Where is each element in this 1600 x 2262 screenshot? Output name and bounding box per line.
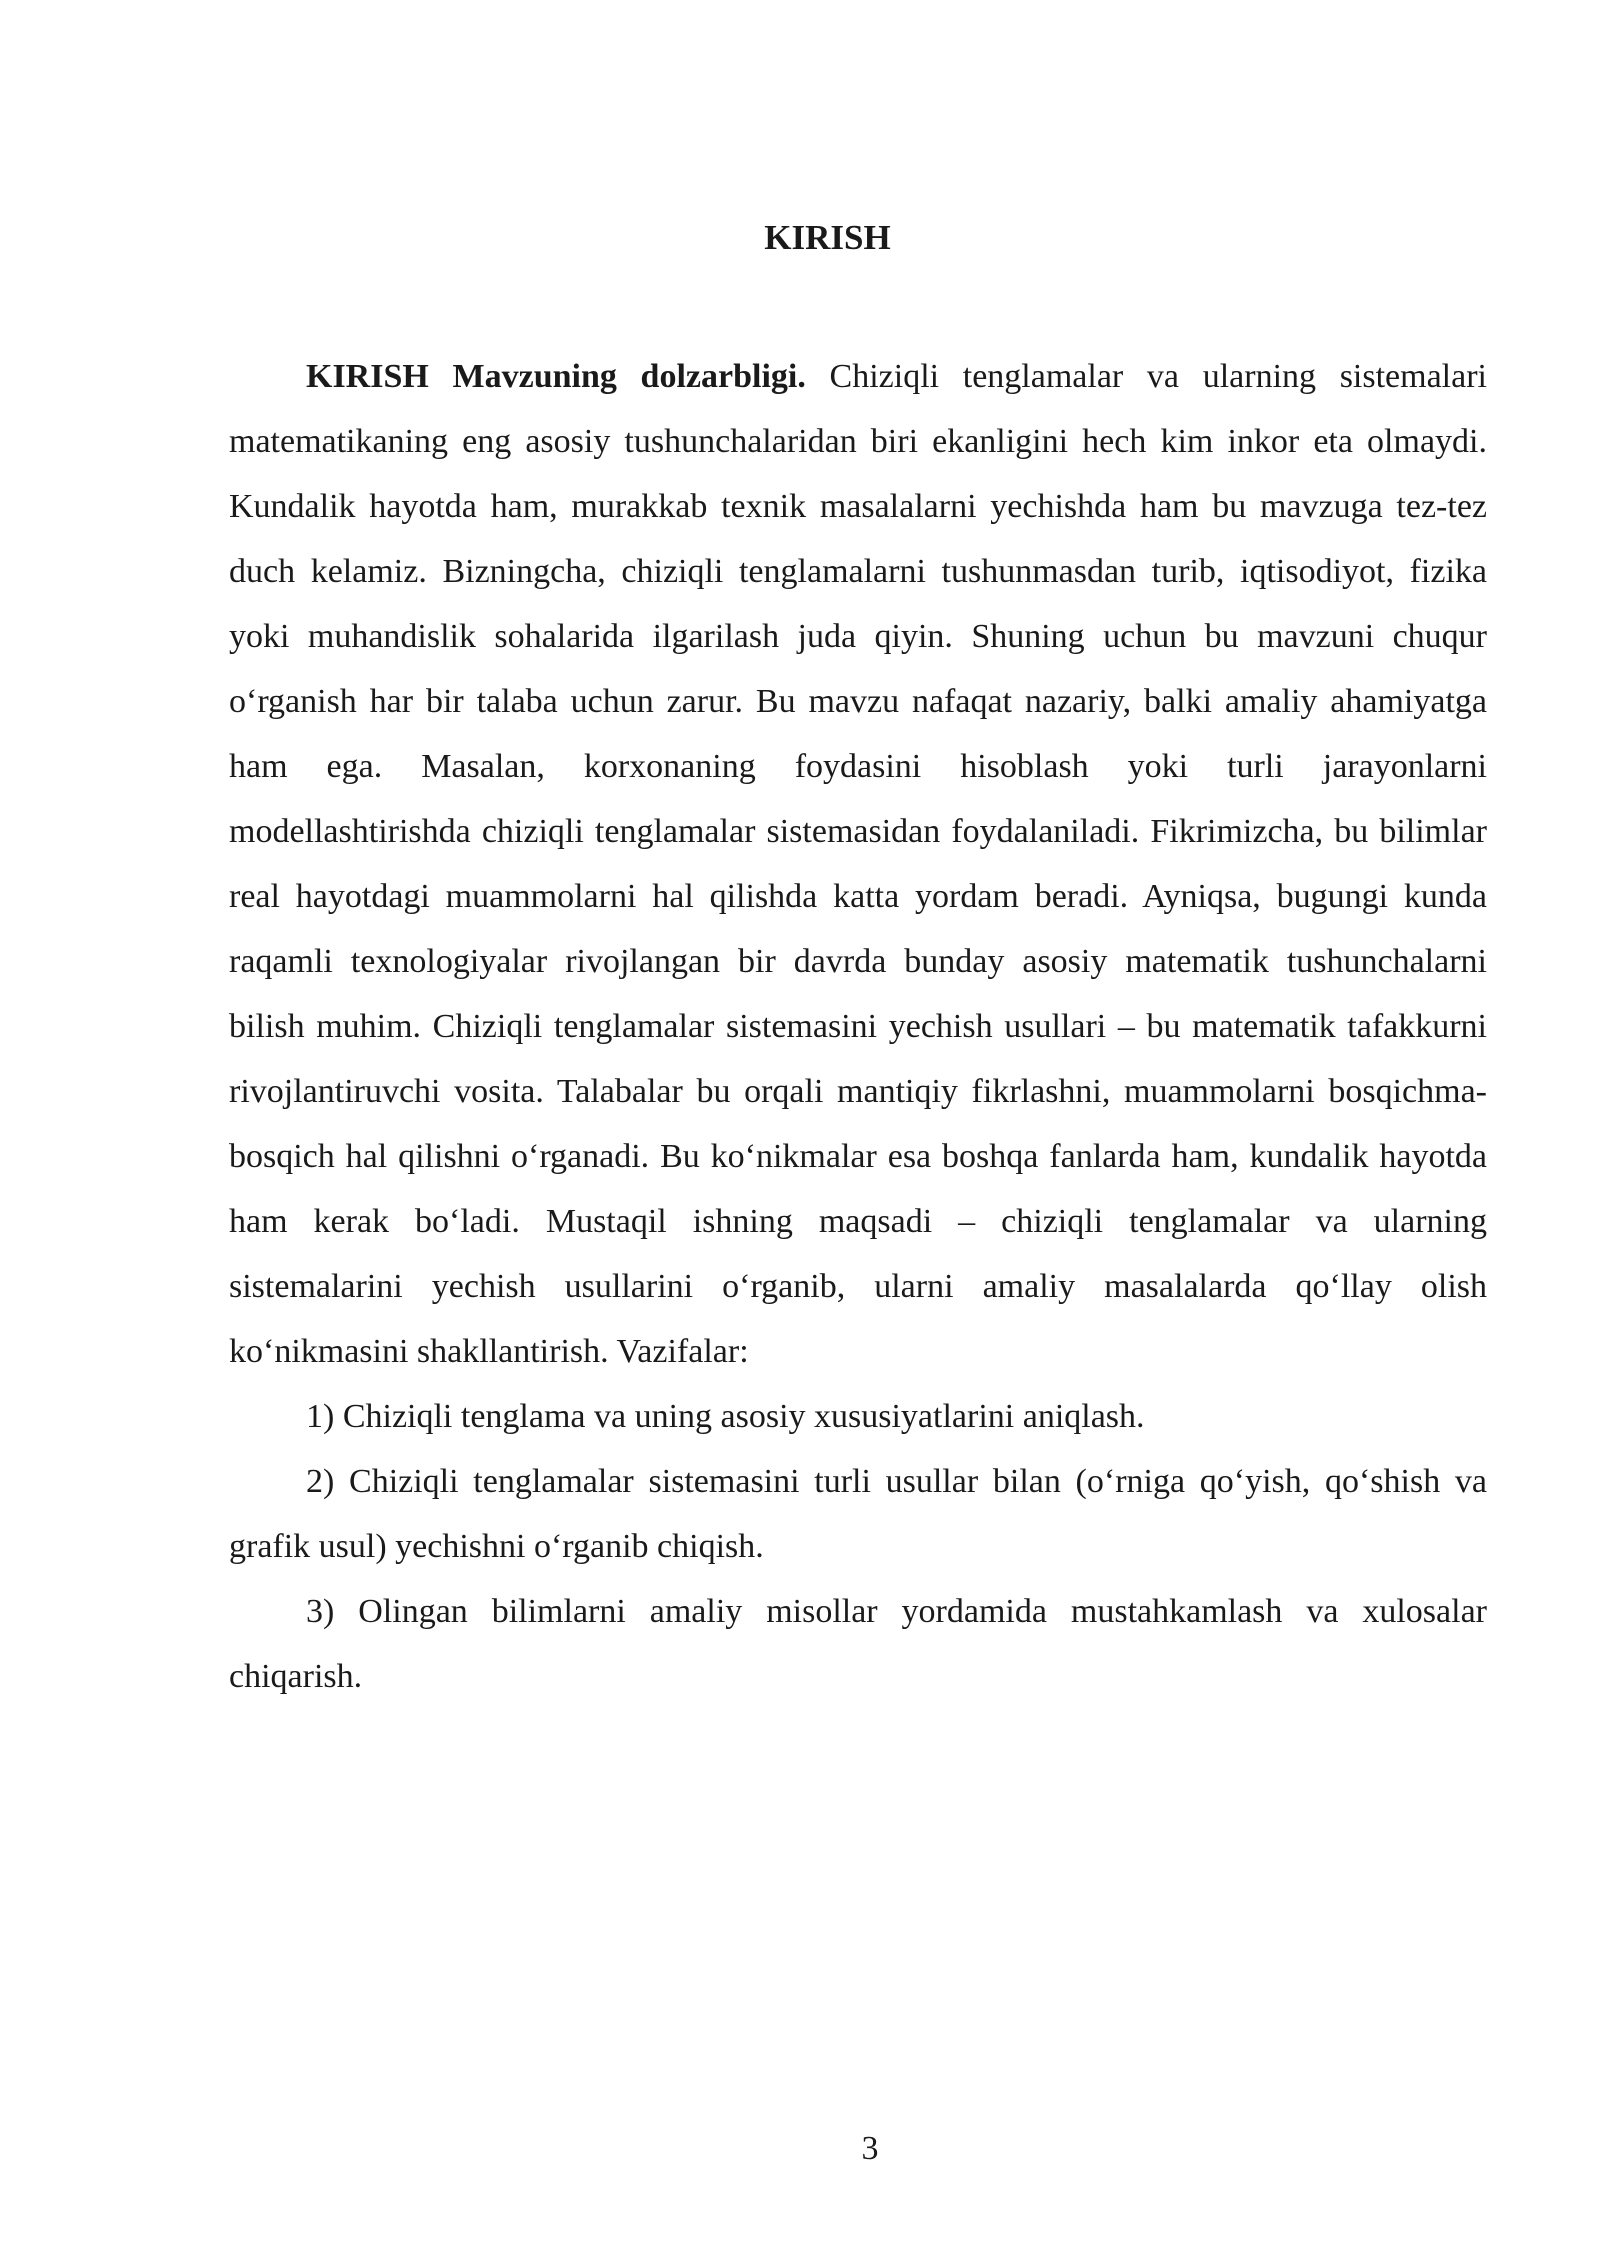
body-text	[229, 344, 1487, 1709]
intro-paragraph	[229, 344, 1487, 1384]
intro-lead: KIRISH Mavzuning dolzarbligi.	[306, 358, 806, 395]
page-title: KIRISH	[764, 218, 891, 257]
intro-text: Chiziqli tenglamalar va ularning sistemalari matematikaning eng asosiy tushunchalaridan biri ekanligini hech kim inkor eta olmaydi. Kundalik hayotda ham, murakkab texnik masalalarni yechishda ham bu mavzuga tez-tez duch kelamiz. Bizningcha, chiziqli tenglamalarni tushunmasdan turib, iqtisodiyot, fizika yoki muhandislik sohalarida ilgarilash juda qiyin. Shuning uchun bu mavzuni chuqur o‘rganish har bir talaba uchun zarur. Bu mavzu nafaqat nazariy, balki amaliy ahamiyatga ham ega. Masalan, korxonaning foydasini hisoblash yoki turli jarayonlarni modellashtirishda chiziqli tenglamalar sistemasidan foydalaniladi. Fikrimizcha, bu bilimlar real hayotdagi muammolarni hal qilishda katta yordam beradi. Ayniqsa, bugungi kunda raqamli texnologiyalar rivojlangan bir davrda bunday asosiy matematik tushunchalarni bilish muhim. Chiziqli tenglamalar sistemasini yechish usullari – bu matematik tafakkurni rivojlantiruvchi vosita. Talabalar bu orqali mantiqiy fikrlashni, muammolarni bosqichma-bosqich hal qilishni o‘rganadi. Bu ko‘nikmalar esa boshqa fanlarda ham, kundalik hayotda ham kerak bo‘ladi. Mustaqil ishning maqsadi – chiziqli tenglamalar va ularning sistemalarini yechish usullarini o‘rganib, ularni amaliy masalalarda qo‘llay olish ko‘nikmasini shakllantirish. Vazifalar:	[229, 358, 1487, 1370]
page-number: 3	[861, 2130, 879, 2167]
task-item-1: 1) Chiziqli tenglama va uning asosiy xususiyatlarini aniqlash.	[306, 1398, 1145, 1435]
task-item-2: 2) Chiziqli tenglamalar sistemasini turli usullar bilan (o‘rniga qo‘yish, qo‘shish va grafik usul) yechishni o‘rganib chiqish.	[229, 1463, 1487, 1565]
task-item-3: 3) Olingan bilimlarni amaliy misollar yordamida mustahkamlash va xulosalar chiqarish.	[229, 1593, 1487, 1695]
